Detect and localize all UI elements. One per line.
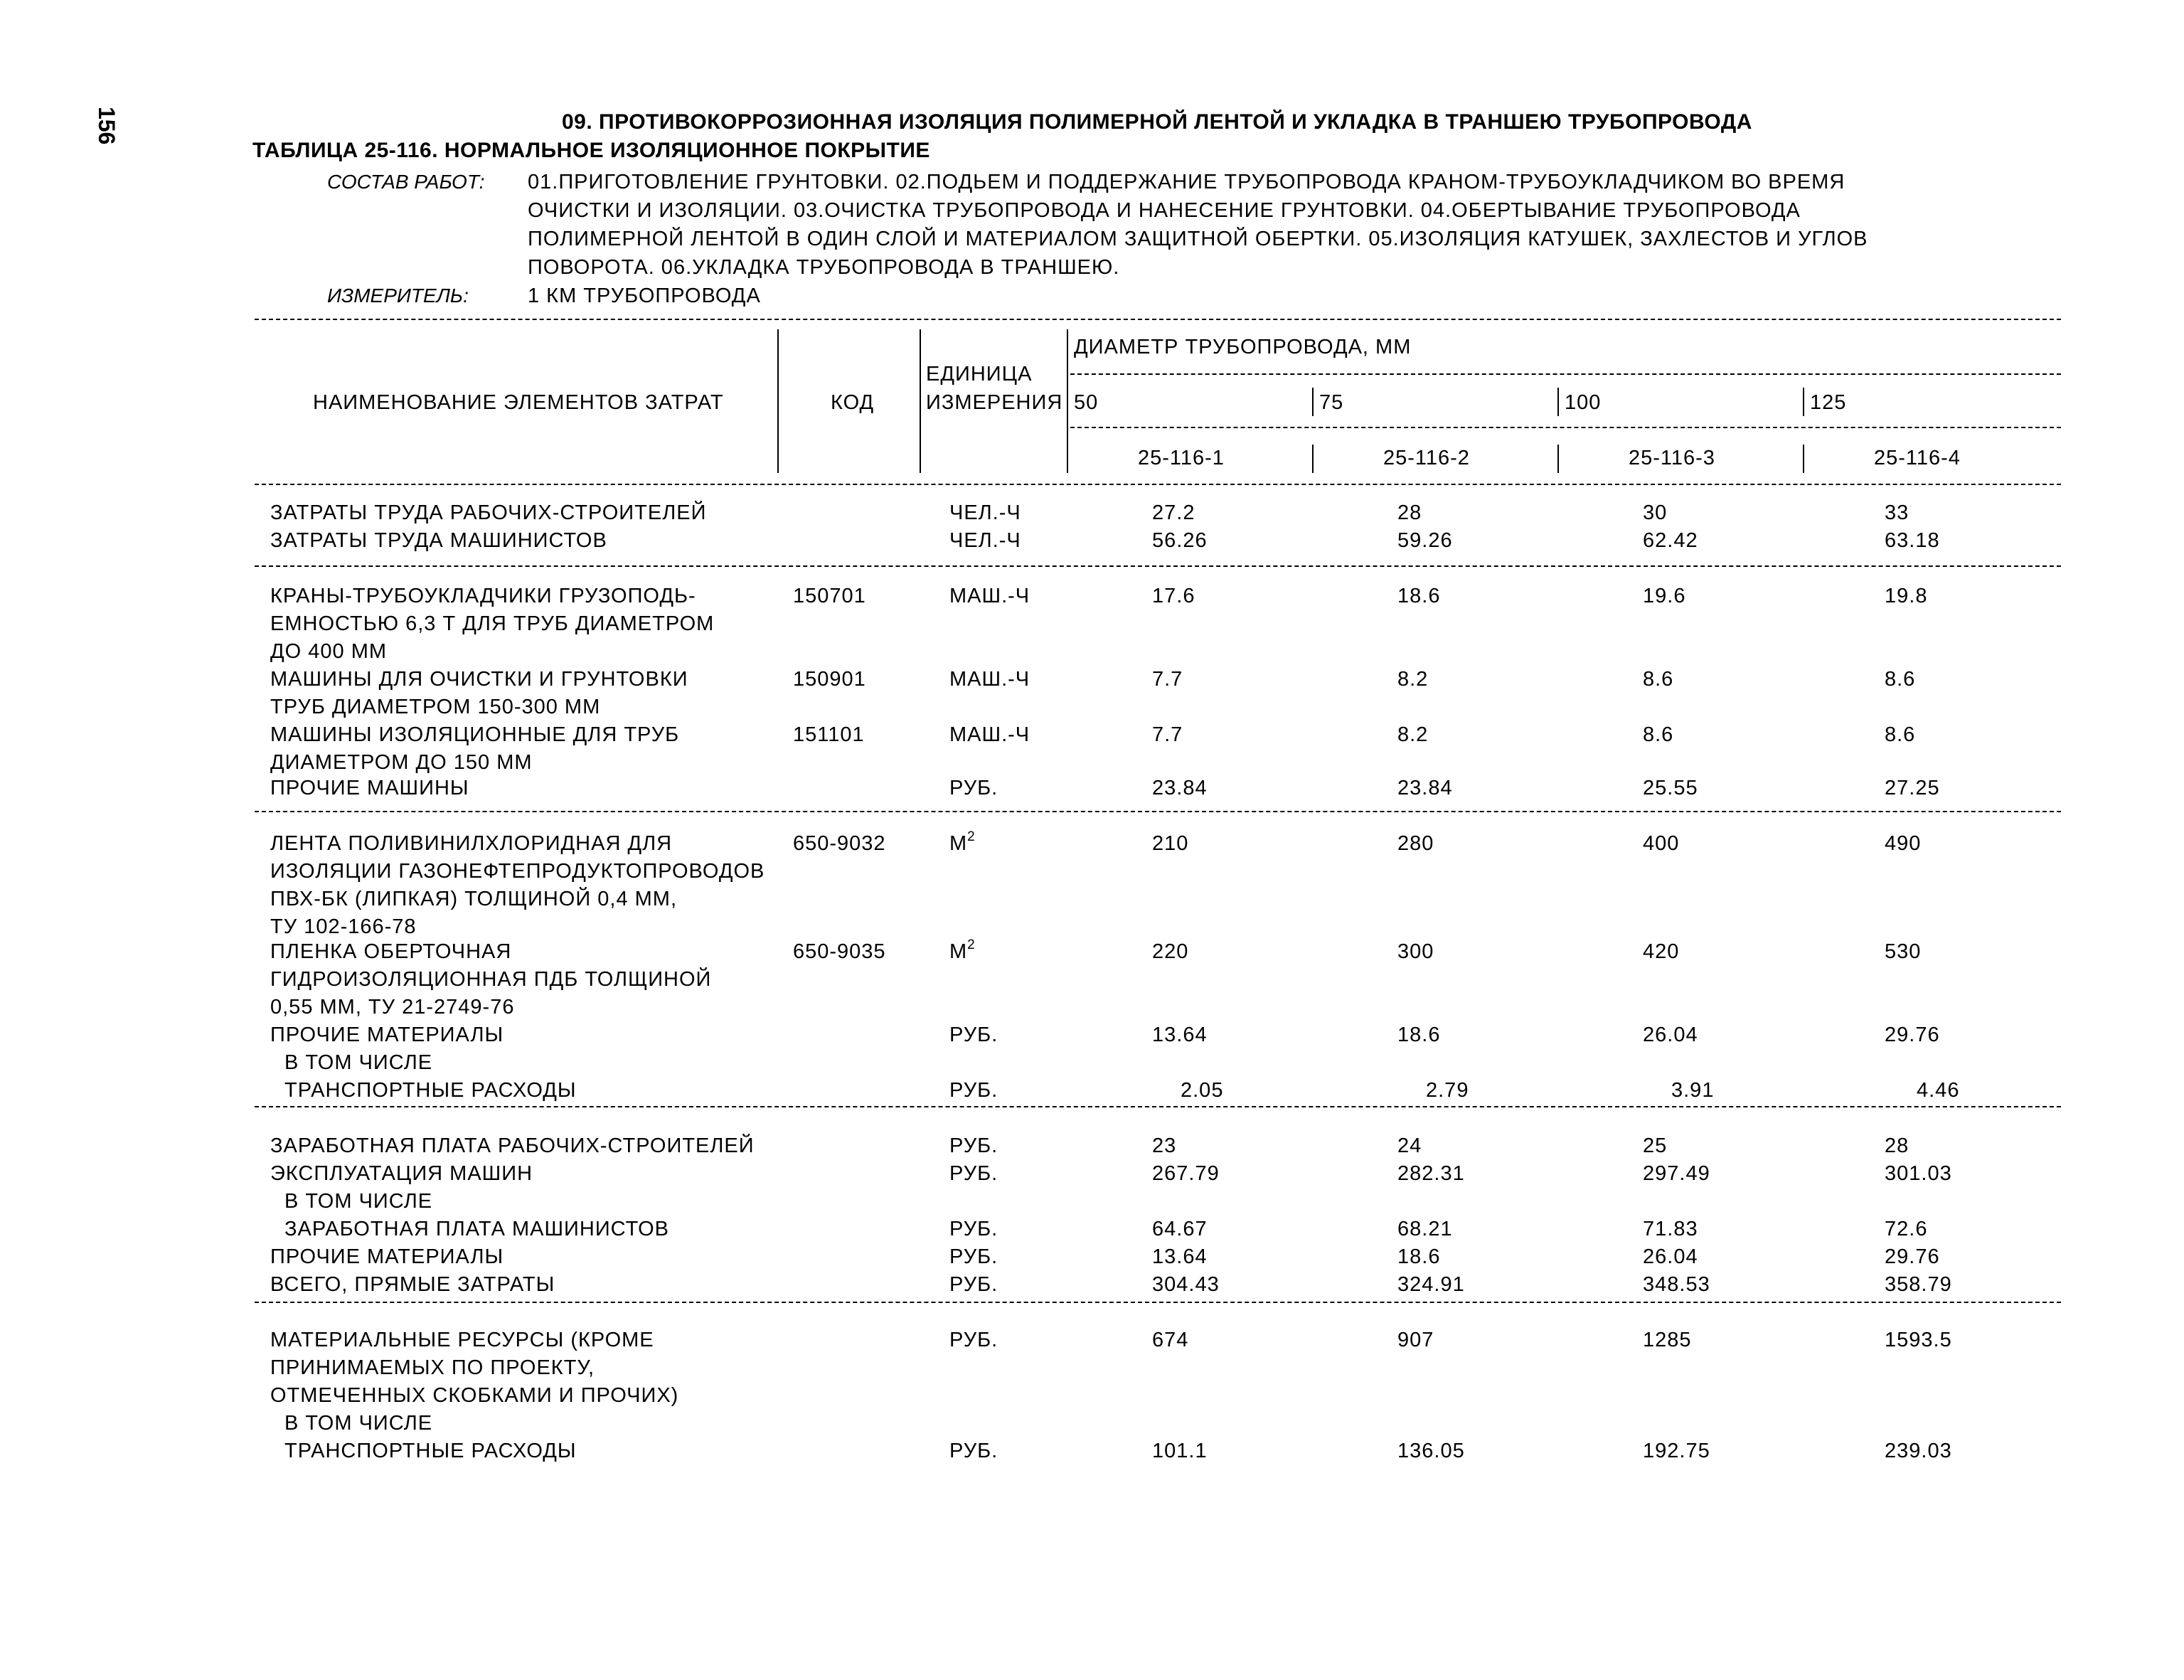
row-value: 267.79 — [1152, 1162, 1220, 1185]
row-unit: РУБ. — [949, 1273, 998, 1296]
row-unit: РУБ. — [949, 1329, 998, 1351]
row-value: 23.84 — [1152, 777, 1208, 799]
row-value: 18.6 — [1397, 1024, 1441, 1046]
row-value: 59.26 — [1397, 529, 1453, 552]
section-title: 09. ПРОТИВОКОРРОЗИОННАЯ ИЗОЛЯЦИЯ ПОЛИМЕРНОЙ ЛЕНТОЙ И УКЛАДКА В ТРАНШЕЮ ТРУБОПРОВОДА — [562, 110, 1752, 134]
row-value: 13.64 — [1152, 1245, 1208, 1268]
row-value: 8.6 — [1643, 723, 1674, 746]
row-unit: РУБ. — [949, 777, 998, 799]
row-value: 280 — [1397, 832, 1434, 855]
row-unit: РУБ. — [949, 1245, 998, 1268]
work-label: СОСТАВ РАБОТ: — [327, 171, 485, 193]
header-divider-code-3 — [1557, 445, 1559, 473]
row-value: 324.91 — [1397, 1273, 1465, 1296]
row-name: ТУ 102-166-78 — [270, 915, 417, 938]
measure-label: ИЗМЕРИТЕЛЬ: — [327, 285, 469, 307]
row-value: 239.03 — [1885, 1440, 1952, 1462]
row-value: 358.79 — [1885, 1273, 1952, 1296]
row-value: 2.05 — [1181, 1079, 1224, 1102]
row-value: 26.04 — [1643, 1245, 1698, 1268]
row-value: 29.76 — [1885, 1245, 1940, 1268]
header-rule-diameter — [1070, 373, 2061, 375]
header-name: НАИМЕНОВАНИЕ ЭЛЕМЕНТОВ ЗАТРАТ — [313, 391, 724, 414]
row-name: МАШИНЫ ИЗОЛЯЦИОННЫЕ ДЛЯ ТРУБ — [270, 723, 680, 746]
work-line-3: ПОЛИМЕРНОЙ ЛЕНТОЙ В ОДИН СЛОЙ И МАТЕРИАЛОМ ЗАЩИТНОЙ ОБЕРТКИ. 05.ИЗОЛЯЦИЯ КАТУШЕК, ЗАХЛЕСТОВ И УГЛОВ — [528, 228, 1868, 250]
row-value: 29.76 — [1885, 1024, 1940, 1046]
row-value: 301.03 — [1885, 1162, 1952, 1185]
work-line-1: 01.ПРИГОТОВЛЕНИЕ ГРУНТОВКИ. 02.ПОДЬЕМ И ПОДДЕРЖАНИЕ ТРУБОПРОВОДА КРАНОМ-ТРУБОУКЛАДЧИКОМ ВО ВРЕМЯ — [528, 171, 1845, 193]
row-value: 490 — [1885, 832, 1922, 855]
row-code: 650-9035 — [793, 940, 886, 963]
row-value: 19.8 — [1885, 585, 1928, 607]
row-value: 30 — [1643, 501, 1668, 524]
header-code-3: 25-116-3 — [1629, 447, 1715, 469]
row-name: ЗАРАБОТНАЯ ПЛАТА МАШИНИСТОВ — [284, 1218, 669, 1240]
row-value: 25.55 — [1643, 777, 1698, 799]
row-value: 26.04 — [1643, 1024, 1698, 1046]
header-top-rule — [255, 319, 2061, 320]
header-code-2: 25-116-2 — [1383, 447, 1470, 469]
header-divider-code-4 — [1803, 445, 1804, 473]
row-name: 0,55 ММ, ТУ 21-2749-76 — [270, 996, 515, 1019]
row-name: В ТОМ ЧИСЛЕ — [284, 1051, 433, 1074]
row-value: 8.2 — [1397, 668, 1429, 691]
row-value: 23.84 — [1397, 777, 1453, 799]
row-value: 7.7 — [1152, 668, 1183, 691]
row-value: 23 — [1152, 1134, 1177, 1157]
work-line-4: ПОВОРОТА. 06.УКЛАДКА ТРУБОПРОВОДА В ТРАНШЕЮ. — [528, 256, 1120, 279]
row-value: 220 — [1152, 940, 1189, 963]
header-diam-75: 75 — [1319, 391, 1344, 414]
header-divider-1 — [777, 329, 779, 473]
row-name: ТРАНСПОРТНЫЕ РАСХОДЫ — [284, 1079, 577, 1102]
row-value: 3.91 — [1671, 1079, 1715, 1102]
section-rule-1 — [255, 565, 2061, 567]
header-code-1: 25-116-1 — [1138, 447, 1225, 469]
row-unit: РУБ. — [949, 1162, 998, 1185]
row-name: ЛЕНТА ПОЛИВИНИЛХЛОРИДНАЯ ДЛЯ — [270, 832, 673, 855]
table-title: ТАБЛИЦА 25-116. НОРМАЛЬНОЕ ИЗОЛЯЦИОННОЕ ПОКРЫТИЕ — [252, 139, 930, 162]
row-value: 2.79 — [1426, 1079, 1469, 1102]
row-value: 282.31 — [1397, 1162, 1465, 1185]
row-value: 18.6 — [1397, 1245, 1441, 1268]
row-value: 530 — [1885, 940, 1922, 963]
row-value: 27.25 — [1885, 777, 1940, 799]
row-name: ЗАТРАТЫ ТРУДА МАШИНИСТОВ — [270, 529, 607, 552]
row-value: 304.43 — [1152, 1273, 1220, 1296]
row-value: 1285 — [1643, 1329, 1692, 1351]
row-value: 420 — [1643, 940, 1680, 963]
row-unit: МАШ.-Ч — [949, 723, 1030, 746]
row-value: 27.2 — [1152, 501, 1195, 524]
row-value: 63.18 — [1885, 529, 1940, 552]
row-name: МАШИНЫ ДЛЯ ОЧИСТКИ И ГРУНТОВКИ — [270, 668, 688, 691]
row-code: 150901 — [793, 668, 866, 691]
row-name: МАТЕРИАЛЬНЫЕ РЕСУРСЫ (КРОМЕ — [270, 1329, 654, 1351]
row-name: ЕМНОСТЬЮ 6,3 Т ДЛЯ ТРУБ ДИАМЕТРОМ — [270, 612, 715, 635]
row-name: КРАНЫ-ТРУБОУКЛАДЧИКИ ГРУЗОПОДЬ- — [270, 585, 696, 607]
work-line-2: ОЧИСТКИ И ИЗОЛЯЦИИ. 03.ОЧИСТКА ТРУБОПРОВОДА И НАНЕСЕНИЕ ГРУНТОВКИ. 04.ОБЕРТЫВАНИЕ ТРУБОПРОВОДА — [528, 199, 1801, 222]
row-value: 4.46 — [1917, 1079, 1960, 1102]
row-unit: РУБ. — [949, 1218, 998, 1240]
header-code-4: 25-116-4 — [1874, 447, 1961, 469]
row-unit: МАШ.-Ч — [949, 668, 1030, 691]
row-value: 8.2 — [1397, 723, 1429, 746]
header-divider-125 — [1803, 388, 1804, 416]
row-code: 151101 — [793, 723, 865, 746]
row-value: 28 — [1397, 501, 1422, 524]
row-unit: РУБ. — [949, 1079, 998, 1102]
row-value: 210 — [1152, 832, 1189, 855]
row-value: 300 — [1397, 940, 1434, 963]
row-value: 33 — [1885, 501, 1909, 524]
header-diam-50: 50 — [1074, 391, 1099, 414]
row-value: 297.49 — [1643, 1162, 1710, 1185]
row-value: 101.1 — [1152, 1440, 1208, 1462]
header-divider-100 — [1557, 388, 1559, 416]
row-name: ДО 400 ММ — [270, 640, 388, 663]
header-unit-2: ИЗМЕРЕНИЯ — [926, 391, 1063, 414]
row-unit: ЧЕЛ.-Ч — [949, 501, 1021, 524]
row-unit: РУБ. — [949, 1134, 998, 1157]
row-unit: МАШ.-Ч — [949, 585, 1030, 607]
row-value: 28 — [1885, 1134, 1909, 1157]
row-unit: РУБ. — [949, 1024, 998, 1046]
row-value: 13.64 — [1152, 1024, 1208, 1046]
section-rule-2 — [255, 811, 2061, 812]
row-name: ГИДРОИЗОЛЯЦИОННАЯ ПДБ ТОЛЩИНОЙ — [270, 968, 712, 991]
header-code: КОД — [831, 391, 875, 414]
header-diameter: ДИАМЕТР ТРУБОПРОВОДА, ММ — [1074, 336, 1412, 358]
page-number: 156 — [94, 107, 119, 145]
header-unit-1: ЕДИНИЦА — [926, 363, 1033, 386]
header-divider-3 — [1067, 329, 1068, 473]
row-name: ПРОЧИЕ МАТЕРИАЛЫ — [270, 1245, 504, 1268]
row-value: 8.6 — [1643, 668, 1674, 691]
row-value: 7.7 — [1152, 723, 1183, 746]
row-name: ПРОЧИЕ МАШИНЫ — [270, 777, 469, 799]
header-divider-75 — [1312, 388, 1314, 416]
row-name: В ТОМ ЧИСЛЕ — [284, 1412, 433, 1435]
row-value: 674 — [1152, 1329, 1189, 1351]
row-unit: $М^2$ — [949, 937, 976, 963]
row-unit: $М^2$ — [949, 829, 976, 855]
row-value: 24 — [1397, 1134, 1422, 1157]
row-value: 25 — [1643, 1134, 1668, 1157]
section-rule-3 — [255, 1106, 2061, 1107]
row-value: 17.6 — [1152, 585, 1195, 607]
row-value: 56.26 — [1152, 529, 1208, 552]
section-rule-4 — [255, 1302, 2061, 1303]
row-value: 8.6 — [1885, 668, 1916, 691]
row-value: 19.6 — [1643, 585, 1686, 607]
row-name: В ТОМ ЧИСЛЕ — [284, 1190, 433, 1213]
row-value: 18.6 — [1397, 585, 1441, 607]
row-value: 68.21 — [1397, 1218, 1453, 1240]
row-name: ПЛЕНКА ОБЕРТОЧНАЯ — [270, 940, 512, 963]
row-unit: РУБ. — [949, 1440, 998, 1462]
row-name: ЭКСПЛУАТАЦИЯ МАШИН — [270, 1162, 533, 1185]
row-name: ДИАМЕТРОМ ДО 150 ММ — [270, 751, 533, 774]
row-code: 150701 — [793, 585, 866, 607]
header-bottom-rule — [255, 484, 2061, 485]
row-value: 72.6 — [1885, 1218, 1928, 1240]
row-value: 62.42 — [1643, 529, 1698, 552]
row-value: 8.6 — [1885, 723, 1916, 746]
header-diam-100: 100 — [1565, 391, 1602, 414]
header-divider-code-2 — [1312, 445, 1314, 473]
row-value: 348.53 — [1643, 1273, 1710, 1296]
row-name: ОТМЕЧЕННЫХ СКОБКАМИ И ПРОЧИХ) — [270, 1384, 679, 1407]
row-code: 650-9032 — [793, 832, 886, 855]
row-name: ПРИНИМАЕМЫХ ПО ПРОЕКТУ, — [270, 1356, 595, 1379]
row-value: 136.05 — [1397, 1440, 1465, 1462]
row-name: ПРОЧИЕ МАТЕРИАЛЫ — [270, 1024, 504, 1046]
row-name: ИЗОЛЯЦИИ ГАЗОНЕФТЕПРОДУКТОПРОВОДОВ — [270, 860, 765, 883]
header-diam-125: 125 — [1810, 391, 1847, 414]
row-name: ТРУБ ДИАМЕТРОМ 150-300 ММ — [270, 696, 601, 718]
row-value: 1593.5 — [1885, 1329, 1952, 1351]
row-name: ВСЕГО, ПРЯМЫЕ ЗАТРАТЫ — [270, 1273, 555, 1296]
header-rule-sizes — [1070, 427, 2061, 428]
row-name: ПВХ-БК (ЛИПКАЯ) ТОЛЩИНОЙ 0,4 ММ, — [270, 888, 678, 910]
row-unit: ЧЕЛ.-Ч — [949, 529, 1021, 552]
row-value: 64.67 — [1152, 1218, 1208, 1240]
row-value: 71.83 — [1643, 1218, 1698, 1240]
row-name: ТРАНСПОРТНЫЕ РАСХОДЫ — [284, 1440, 577, 1462]
row-name: ЗАРАБОТНАЯ ПЛАТА РАБОЧИХ-СТРОИТЕЛЕЙ — [270, 1134, 755, 1157]
row-name: ЗАТРАТЫ ТРУДА РАБОЧИХ-СТРОИТЕЛЕЙ — [270, 501, 707, 524]
row-value: 192.75 — [1643, 1440, 1710, 1462]
measure-value: 1 КМ ТРУБОПРОВОДА — [528, 285, 761, 307]
row-value: 907 — [1397, 1329, 1434, 1351]
header-divider-2 — [920, 329, 921, 473]
row-value: 400 — [1643, 832, 1680, 855]
